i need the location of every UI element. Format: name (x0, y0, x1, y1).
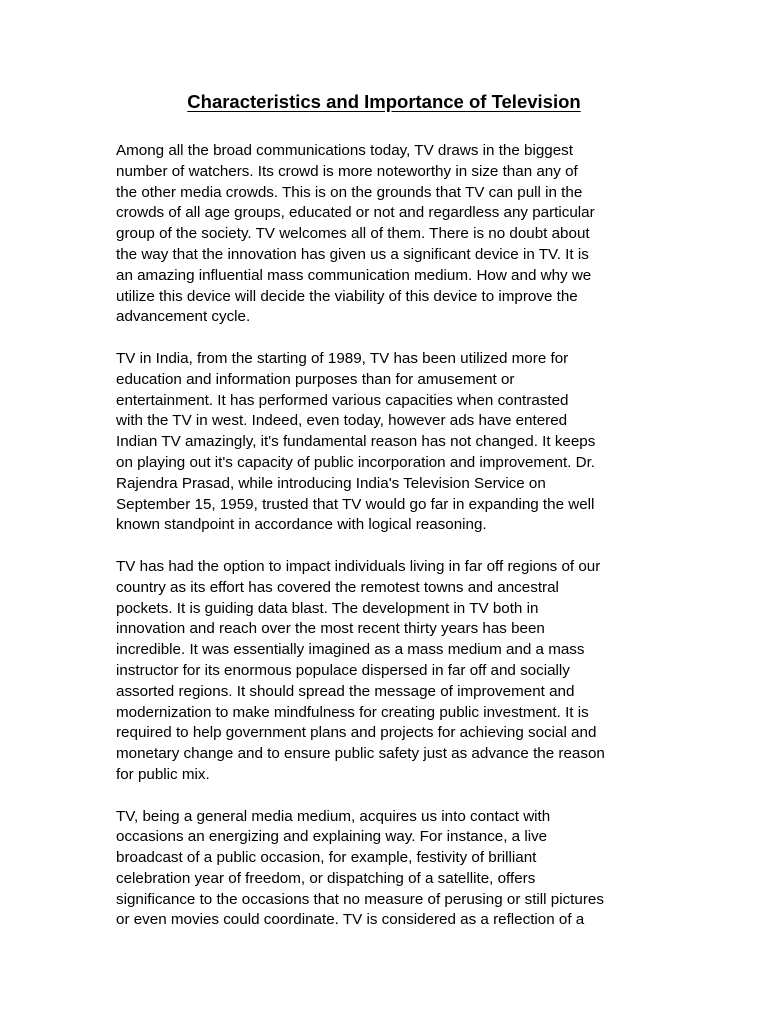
paragraph-line: utilize this device will decide the viability of this device to improve the (116, 287, 578, 305)
paragraph (116, 349, 661, 536)
paragraph (116, 807, 661, 932)
paragraph-line: significance to the occasions that no measure of perusing or still pictures (116, 890, 604, 908)
paragraph-line: incredible. It was essentially imagined as a mass medium and a mass (116, 641, 585, 659)
paragraph-line: monetary change and to ensure public safety just as advance the reason (116, 745, 605, 763)
paragraph-line: modernization to make mindfulness for creating public investment. It is (116, 703, 589, 721)
paragraph-line: Among all the broad communications today, TV draws in the biggest (116, 142, 573, 159)
paragraph-line: Rajendra Prasad, while introducing India's Television Service on (116, 474, 546, 492)
paragraph-line: the way that the innovation has given us a significant device in TV. It is (116, 245, 589, 263)
paragraph-line: celebration year of freedom, or dispatching of a satellite, offers (116, 869, 536, 887)
paragraph-line: TV, being a general media medium, acquires us into contact with (116, 807, 551, 825)
paragraph-line: broadcast of a public occasion, for example, festivity of brilliant (116, 849, 537, 867)
paragraph-line: instructor for its enormous populace dispersed in far off and socially (116, 661, 570, 679)
document-body (116, 141, 661, 952)
document-title: Characteristics and Importance of Television (187, 91, 581, 112)
paragraph-line: required to help government plans and projects for achieving social and (116, 724, 597, 742)
paragraph-line: crowds of all age groups, educated or not and regardless any particular (116, 204, 595, 222)
paragraph-line: pockets. It is guiding data blast. The development in TV both in (116, 599, 539, 617)
paragraph-line: education and information purposes than for amusement or (116, 370, 515, 388)
paragraph-line: number of watchers. Its crowd is more noteworthy in size than any of (116, 162, 578, 180)
paragraph-line: for public mix. (116, 765, 210, 783)
paragraph (116, 557, 661, 786)
paragraph-line: the other media crowds. This is on the grounds that TV can pull in the (116, 183, 583, 201)
paragraph-line: Indian TV amazingly, it's fundamental reason has not changed. It keeps (116, 433, 596, 451)
paragraph (116, 141, 661, 328)
paragraph-line: advancement cycle. (116, 308, 251, 326)
paragraph-line: with the TV in west. Indeed, even today, however ads have entered (116, 412, 568, 430)
paragraph-line: occasions an energizing and explaining way. For instance, a live (116, 828, 548, 846)
paragraph-line: an amazing influential mass communication medium. How and why we (116, 266, 592, 284)
paragraph-line: on playing out it's capacity of public incorporation and improvement. Dr. (116, 453, 596, 471)
paragraph-line: country as its effort has covered the remotest towns and ancestral (116, 578, 559, 596)
paragraph-line: group of the society. TV welcomes all of them. There is no doubt about (116, 225, 590, 243)
paragraph-line: TV has had the option to impact individuals living in far off regions of our (116, 557, 601, 575)
paragraph-line: entertainment. It has performed various capacities when contrasted (116, 391, 569, 409)
paragraph-line: known standpoint in accordance with logical reasoning. (116, 516, 487, 534)
paragraph-line: innovation and reach over the most recent thirty years has been (116, 620, 545, 638)
paragraph-line: assorted regions. It should spread the message of improvement and (116, 682, 575, 700)
paragraph-line: September 15, 1959, trusted that TV would go far in expanding the well (116, 495, 595, 513)
paragraph-line: TV in India, from the starting of 1989, TV has been utilized more for (116, 349, 569, 367)
paragraph-line: or even movies could coordinate. TV is considered as a reflection of a (116, 911, 585, 929)
